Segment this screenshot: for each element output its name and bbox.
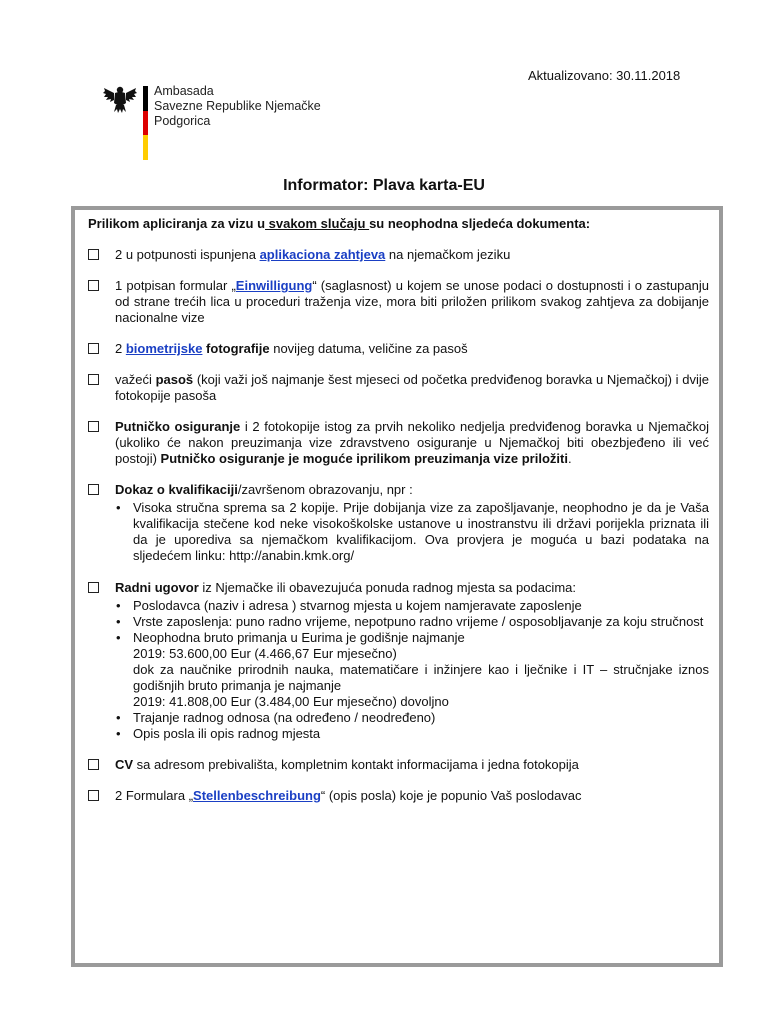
intro-text: Prilikom apliciranja za vizu u svakom slučaju su neophodna sljedeća dokumenta: — [88, 216, 591, 231]
checkbox-icon — [88, 343, 99, 354]
contract-list — [88, 598, 709, 742]
federal-eagle-icon — [103, 84, 137, 114]
item-job-description: 2 Formulara „Stellenbeschreibung“ (opis posla) koje je popunio Vaš poslodavac — [88, 788, 709, 804]
item-qualification: Dokaz o kvalifikaciji/završenom obrazovanju, npr : • Visoka stručna sprema sa 2 kopije. Prije dobijanja vize za zapošljavanje, neophodno je da je Vaša kvalifikacija stečene kod neke visokoškolske ustanove u inostranstvu ili državi porijekla priznata ili da je uporediva sa njemačkom kvalifikacijom. Ova provjera je moguća u bazi podataka na sljedećem linku: http://anabin.kmk.org/ — [88, 482, 709, 564]
item-consent-form: 1 potpisan formular „Einwilligung“ (saglasnost) u kojem se unose podaci o dostupnosti i o zastupanju od strane trećih lica u proceduri traženja vize, mora biti priložen prilikom svakog zahtjeva za dobijanje nacionalne vize — [88, 278, 709, 326]
list-item: • Visoka stručna sprema sa 2 kopije. Prije dobijanja vize za zapošljavanje, neophodno je da je Vaša kvalifikacija stečene kod neke visokoškolske ustanove u inostranstvu ili državi porijekla priznata ili da je uporediva sa njemačkom kvalifikacijom. Ova provjera je moguća u bazi podataka na sljedećem linku: http://anabin.kmk.org/ — [133, 500, 709, 564]
embassy-logo — [103, 84, 343, 164]
list-item-salary: • Neophodna bruto primanja u Eurima je godišnje najmanje 2019: 53.600,00 Eur (4.466,67 Eur mjesečno) dok za naučnike prirodnih nauka, matematičare i inžinjere kao i lječnike i IT – stručnjake iznos godišnjih bruto primanja je najmanje 2019: 41.808,00 Eur (3.484,00 Eur mjesečno) dovoljno — [133, 630, 709, 710]
item-travel-insurance: Putničko osiguranje i 2 fotokopije istog za prvih nekoliko nedjelja predviđenog boravka u Njemačkoj (ukoliko će nakon preuzimanja vize zdravstveno osiguranje u Njemačkoj biti obezbjeđeno ili već postoji) Putničko osiguranje je moguće iprilikom preuzimanja vize priložiti. — [88, 419, 709, 467]
checkbox-icon — [88, 374, 99, 385]
document-title: Informator: Plava karta-EU — [283, 177, 485, 194]
checkbox-icon — [88, 280, 99, 291]
checkbox-icon — [88, 249, 99, 260]
update-date: Aktualizovano: 30.11.2018 — [528, 68, 681, 83]
list-item: • Vrste zaposlenja: puno radno vrijeme, nepotpuno radno vrijeme / osposobljavanje za koju stručnost — [133, 614, 709, 630]
embassy-name: Ambasada Savezne Republike Njemačke Podgorica — [154, 84, 321, 128]
checkbox-icon — [88, 421, 99, 432]
list-item: • Opis posla ili opis radnog mjesta — [133, 726, 709, 742]
item-photos: 2 biometrijske fotografije novijeg datuma, veličine za pasoš — [88, 341, 709, 357]
checkbox-icon — [88, 759, 99, 770]
checkbox-icon — [88, 484, 99, 495]
requirements-box — [71, 206, 723, 967]
item-cv: CV sa adresom prebivališta, kompletnim kontakt informacijama i jedna fotokopija — [88, 757, 709, 773]
list-item: • Trajanje radnog odnosa (na određeno / neodređeno) — [133, 710, 709, 726]
item-work-contract: Radni ugovor iz Njemačke ili obavezujuća ponuda radnog mjesta sa podacima: • Poslodavca (naziv i adresa ) stvarnog mjesta u kojem namjeravate zaposlenje • Vrste zaposlenja: puno radno vrijeme, nepotpuno radno vrijeme / osposobljavanje za koju stručnost • Neophodna bruto primanja u Eurima je godišnje najmanje 2019: 53.600,00 Eur (4.466,67 Eur mjesečno) dok za naučnike prirodnih nauka, matematičare i inžinjere kao i lječnike i IT – stručnjake iznos godišnjih bruto primanja je najmanje 2019: 41.808,00 Eur (3.484,00 Eur mjesečno) dovoljno • Trajanje radnog odnosa (na određeno / neodređeno) • Opis posla ili opis radnog mjesta — [88, 580, 709, 742]
item-passport: važeći pasoš (koji važi još najmanje šest mjeseci od početka predviđenog boravka u Njemačkoj) i dvije fotokopije pasoša — [88, 372, 709, 404]
list-item: • Poslodavca (naziv i adresa ) stvarnog mjesta u kojem namjeravate zaposlenje — [133, 598, 709, 614]
german-flag-bar — [143, 86, 148, 160]
item-application-form: 2 u potpunosti ispunjena aplikaciona zahtjeva na njemačkom jeziku — [88, 247, 709, 263]
checkbox-icon — [88, 790, 99, 801]
application-form-link[interactable]: aplikaciona zahtjeva — [259, 247, 386, 262]
stellenbeschreibung-link[interactable]: Stellenbeschreibung — [193, 788, 321, 803]
checkbox-icon — [88, 582, 99, 593]
qualification-list — [88, 500, 709, 564]
einwilligung-link[interactable]: Einwilligung — [235, 278, 313, 293]
biometric-photos-link[interactable]: biometrijske — [125, 341, 203, 356]
